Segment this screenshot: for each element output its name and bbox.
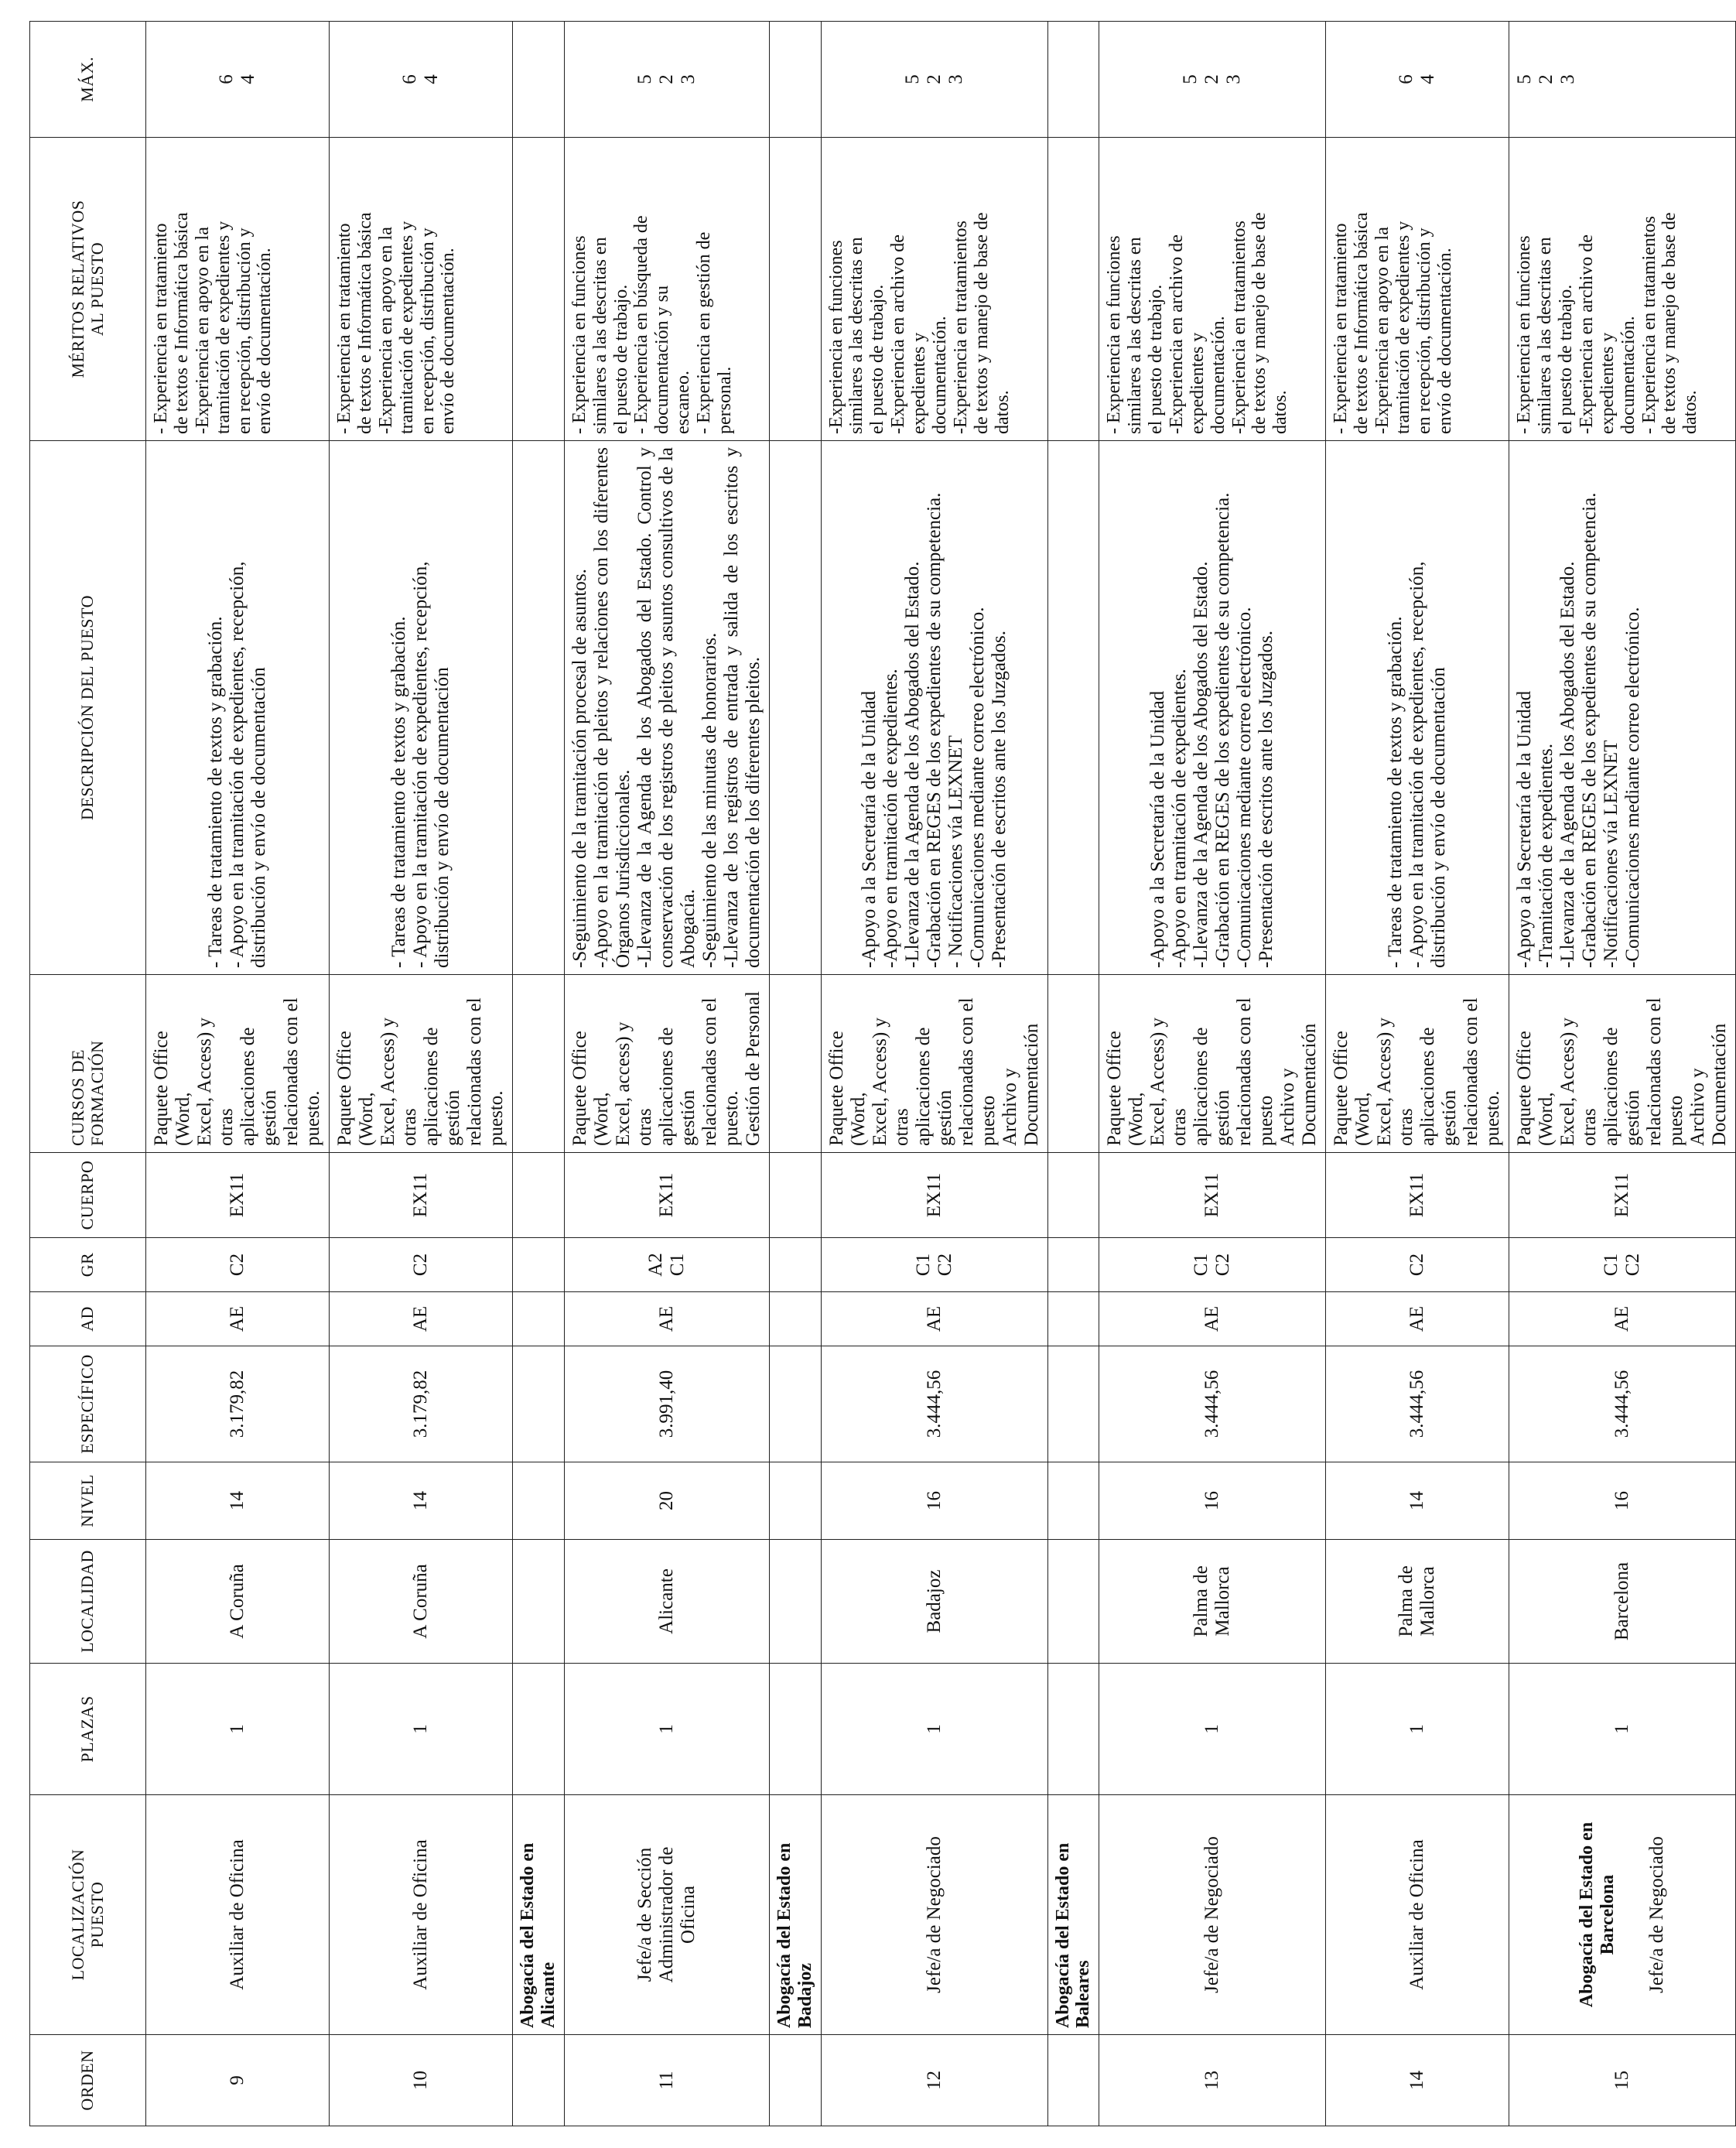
plazas-cell: 1 xyxy=(1099,1664,1326,1795)
plazas-cell: 1 xyxy=(1509,1664,1736,1795)
especifico-cell: 3.991,40 xyxy=(564,1346,769,1462)
especifico-cell: 3.444,56 xyxy=(1099,1346,1326,1462)
descripcion-cell: -Apoyo a la Secretaría de la Unidad -Apoyo en tramitación de expedientes. -Llevanza de la Agenda de los Abogados del Estado. -Grabación en REGES de los expedientes de su competencia. - Notificaciones vía LEXNET -Comunicaciones mediante correo electrónico. -Presentación de escritos ante los Juzgados. xyxy=(821,441,1047,975)
max-cell: 6 4 xyxy=(330,22,513,138)
section-title: Abogacía del Estado en Barcelona xyxy=(1577,1821,1618,2008)
col-header-nivel: NIVEL xyxy=(30,1462,146,1540)
puesto-cell: Auxiliar de Oficina xyxy=(330,1795,513,2035)
orden-cell: 15 xyxy=(1509,2035,1736,2126)
puesto-cell: Jefe/a de Negociado xyxy=(1099,1795,1326,2035)
cuerpo-cell: EX11 xyxy=(146,1153,330,1238)
especifico-cell: 3.179,82 xyxy=(146,1346,330,1462)
cuerpo-cell: EX11 xyxy=(1099,1153,1326,1238)
meritos-cell: - Experiencia en funciones similares a las descritas en el puesto de trabajo. -Experiencia en archivo de expedientes y documentación. - Experiencia en tratamientos de textos y manejo de base de datos. xyxy=(1509,138,1736,441)
ad-cell: AE xyxy=(564,1292,769,1346)
section-title: Abogacía del Estado en Baleares xyxy=(1047,1795,1099,2035)
orden-cell: 9 xyxy=(146,2035,330,2126)
descripcion-cell: -Apoyo a la Secretaría de la Unidad -Apoyo en tramitación de expedientes. -Llevanza de la Agenda de los Abogados del Estado. -Grabación en REGES de los expedientes de su competencia. -Comunicaciones mediante correo electrónico. -Presentación de escritos ante los Juzgados. xyxy=(1099,441,1326,975)
gr-cell: C1 C2 xyxy=(821,1238,1047,1292)
table-row xyxy=(1326,22,1509,2126)
orden-cell: 10 xyxy=(330,2035,513,2126)
meritos-cell: - Experiencia en tratamiento de textos e Informática básica -Experiencia en apoyo en la tramitación de expedientes y en recepción, distribución y envío de documentación. xyxy=(146,138,330,441)
section-row xyxy=(1047,22,1099,2126)
localidad-cell: Alicante xyxy=(564,1540,769,1664)
meritos-cell: - Experiencia en tratamiento de textos e Informática básica -Experiencia en apoyo en la tramitación de expedientes y en recepción, distribución y envío de documentación. xyxy=(330,138,513,441)
gr-cell: C2 xyxy=(330,1238,513,1292)
col-header-max: MÁX. xyxy=(30,22,146,138)
especifico-cell: 3.444,56 xyxy=(821,1346,1047,1462)
especifico-cell: 3.444,56 xyxy=(1326,1346,1509,1462)
puesto-cell xyxy=(1509,1795,1736,2035)
plazas-cell: 1 xyxy=(330,1664,513,1795)
col-header-localidad: LOCALIDAD xyxy=(30,1540,146,1664)
nivel-cell: 16 xyxy=(1509,1462,1736,1540)
col-header-descripcion: DESCRIPCIÓN DEL PUESTO xyxy=(30,441,146,975)
cursos-cell: Paquete Office (Word, Excel, Access) y otras aplicaciones de gestión relacionadas con el puesto. xyxy=(146,975,330,1153)
nivel-cell: 16 xyxy=(1099,1462,1326,1540)
ad-cell: AE xyxy=(146,1292,330,1346)
puesto-name: Jefe/a de Negociado xyxy=(1646,1836,1668,1993)
localidad-cell: Palma de Mallorca xyxy=(1099,1540,1326,1664)
ad-cell: AE xyxy=(821,1292,1047,1346)
cursos-cell: Paquete Office (Word, Excel, Access) y otras aplicaciones de gestión relacionadas con el puesto Archivo y Documentación xyxy=(1099,975,1326,1153)
localidad-cell: Barcelona xyxy=(1509,1540,1736,1664)
localidad-cell: Palma de Mallorca xyxy=(1326,1540,1509,1664)
nivel-cell: 14 xyxy=(146,1462,330,1540)
cursos-cell: Paquete Office (Word, Excel, Access) y otras aplicaciones de gestión relacionadas con el puesto. xyxy=(330,975,513,1153)
descripcion-cell: - Tareas de tratamiento de textos y grabación. - Apoyo en la tramitación de expedientes, recepción, distribución y envío de documentación xyxy=(146,441,330,975)
table-row xyxy=(330,22,513,2126)
nivel-cell: 14 xyxy=(330,1462,513,1540)
section-row xyxy=(513,22,565,2126)
table-row xyxy=(564,22,769,2126)
col-header-gr: GR xyxy=(30,1238,146,1292)
ad-cell: AE xyxy=(1099,1292,1326,1346)
header-row xyxy=(30,22,146,2126)
localidad-cell: A Coruña xyxy=(330,1540,513,1664)
cursos-cell: Paquete Office (Word, Excel, Access) y otras aplicaciones de gestión relacionadas con el puesto Archivo y Documentación xyxy=(1509,975,1736,1153)
ad-cell: AE xyxy=(1326,1292,1509,1346)
gr-cell: A2 C1 xyxy=(564,1238,769,1292)
cursos-cell: Paquete Office (Word, Excel, access) y otras aplicaciones de gestión relacionadas con el puesto. Gestión de Personal xyxy=(564,975,769,1153)
descripcion-cell: -Apoyo a la Secretaría de la Unidad -Tramitación de expedientes. -Llevanza de la Agenda de los Abogados del Estado. -Grabación en REGES de los expedientes de su competencia. -Notificaciones vía LEXNET -Comunicaciones mediante correo electrónico. xyxy=(1509,441,1736,975)
puesto-cell: Auxiliar de Oficina xyxy=(146,1795,330,2035)
cuerpo-cell: EX11 xyxy=(330,1153,513,1238)
gr-cell: C2 xyxy=(146,1238,330,1292)
meritos-cell: - Experiencia en tratamiento de textos e Informática básica -Experiencia en apoyo en la tramitación de expedientes y en recepción, distribución y envío de documentación. xyxy=(1326,138,1509,441)
col-header-ad: AD xyxy=(30,1292,146,1346)
table-row xyxy=(821,22,1047,2126)
cursos-cell: Paquete Office (Word, Excel, Access) y otras aplicaciones de gestión relacionadas con el puesto. xyxy=(1326,975,1509,1153)
section-title: Abogacía del Estado en Alicante xyxy=(513,1795,565,2035)
nivel-cell: 16 xyxy=(821,1462,1047,1540)
table-row xyxy=(1099,22,1326,2126)
cuerpo-cell: EX11 xyxy=(1326,1153,1509,1238)
section-row xyxy=(769,22,821,2126)
table-row xyxy=(146,22,330,2126)
cursos-cell: Paquete Office (Word, Excel, Access) y otras aplicaciones de gestión relacionadas con el puesto Archivo y Documentación xyxy=(821,975,1047,1153)
gr-cell: C1 C2 xyxy=(1509,1238,1736,1292)
job-positions-table xyxy=(29,21,1736,2126)
localidad-cell: Badajoz xyxy=(821,1540,1047,1664)
especifico-cell: 3.179,82 xyxy=(330,1346,513,1462)
descripcion-cell: -Seguimiento de la tramitación procesal de asuntos. -Apoyo en la tramitación de pleitos y relaciones con los diferentes Órganos Jurisdiccionales. -Llevanza de la Agenda de los Abogados del Estado. Control y conservación de los registros de pleitos y asuntos consultivos de la Abogacía. -Seguimiento de las minutas de honorarios. -Llevanza de los registros de entrada y salida de los escritos y documentación de los diferentes pleitos. xyxy=(564,441,769,975)
meritos-cell: - Experiencia en funciones similares a las descritas en el puesto de trabajo. -Experiencia en archivo de expedientes y documentación. -Experiencia en tratamientos de textos y manejo de base de datos. xyxy=(1099,138,1326,441)
ad-cell: AE xyxy=(330,1292,513,1346)
col-header-orden: ORDEN xyxy=(30,2035,146,2126)
col-header-localizacion: LOCALIZACIÓN PUESTO xyxy=(30,1795,146,2035)
max-cell: 6 4 xyxy=(1326,22,1509,138)
descripcion-cell: - Tareas de tratamiento de textos y grabación. - Apoyo en la tramitación de expedientes, recepción, distribución y envío de documentación xyxy=(1326,441,1509,975)
plazas-cell: 1 xyxy=(146,1664,330,1795)
cuerpo-cell: EX11 xyxy=(564,1153,769,1238)
orden-cell: 13 xyxy=(1099,2035,1326,2126)
puesto-cell: Jefe/a de Sección Administrador de Oficina xyxy=(564,1795,769,2035)
max-cell: 5 2 3 xyxy=(821,22,1047,138)
ad-cell: AE xyxy=(1509,1292,1736,1346)
orden-cell: 14 xyxy=(1326,2035,1509,2126)
cuerpo-cell: EX11 xyxy=(1509,1153,1736,1238)
rotated-table-container xyxy=(29,22,1731,2126)
nivel-cell: 14 xyxy=(1326,1462,1509,1540)
meritos-cell: - Experiencia en funciones similares a las descritas en el puesto de trabajo. - Experiencia en búsqueda de documentación y su escaneo. - Experiencia en gestión de personal. xyxy=(564,138,769,441)
col-header-especifico: ESPECÍFICO xyxy=(30,1346,146,1462)
plazas-cell: 1 xyxy=(1326,1664,1509,1795)
orden-cell: 12 xyxy=(821,2035,1047,2126)
cuerpo-cell: EX11 xyxy=(821,1153,1047,1238)
descripcion-cell: - Tareas de tratamiento de textos y grabación. - Apoyo en la tramitación de expedientes, recepción, distribución y envío de documentación xyxy=(330,441,513,975)
nivel-cell: 20 xyxy=(564,1462,769,1540)
meritos-cell: -Experiencia en funciones similares a las descritas en el puesto de trabajo. -Experiencia en archivo de expedientes y documentación. -Experiencia en tratamientos de textos y manejo de base de datos. xyxy=(821,138,1047,441)
especifico-cell: 3.444,56 xyxy=(1509,1346,1736,1462)
col-header-plazas: PLAZAS xyxy=(30,1664,146,1795)
section-title: Abogacía del Estado en Badajoz xyxy=(769,1795,821,2035)
max-cell: 6 4 xyxy=(146,22,330,138)
max-cell: 5 2 3 xyxy=(1099,22,1326,138)
table-row xyxy=(1509,22,1736,2126)
plazas-cell: 1 xyxy=(564,1664,769,1795)
gr-cell: C2 xyxy=(1326,1238,1509,1292)
puesto-cell: Jefe/a de Negociado xyxy=(821,1795,1047,2035)
gr-cell: C1 C2 xyxy=(1099,1238,1326,1292)
max-cell: 5 2 3 xyxy=(1509,22,1736,138)
orden-cell: 11 xyxy=(564,2035,769,2126)
max-cell: 5 2 3 xyxy=(564,22,769,138)
plazas-cell: 1 xyxy=(821,1664,1047,1795)
col-header-cuerpo: CUERPO xyxy=(30,1153,146,1238)
puesto-cell: Auxiliar de Oficina xyxy=(1326,1795,1509,2035)
col-header-cursos: CURSOS DE FORMACIÓN xyxy=(30,975,146,1153)
col-header-meritos: MÉRITOS RELATIVOS AL PUESTO xyxy=(30,138,146,441)
localidad-cell: A Coruña xyxy=(146,1540,330,1664)
